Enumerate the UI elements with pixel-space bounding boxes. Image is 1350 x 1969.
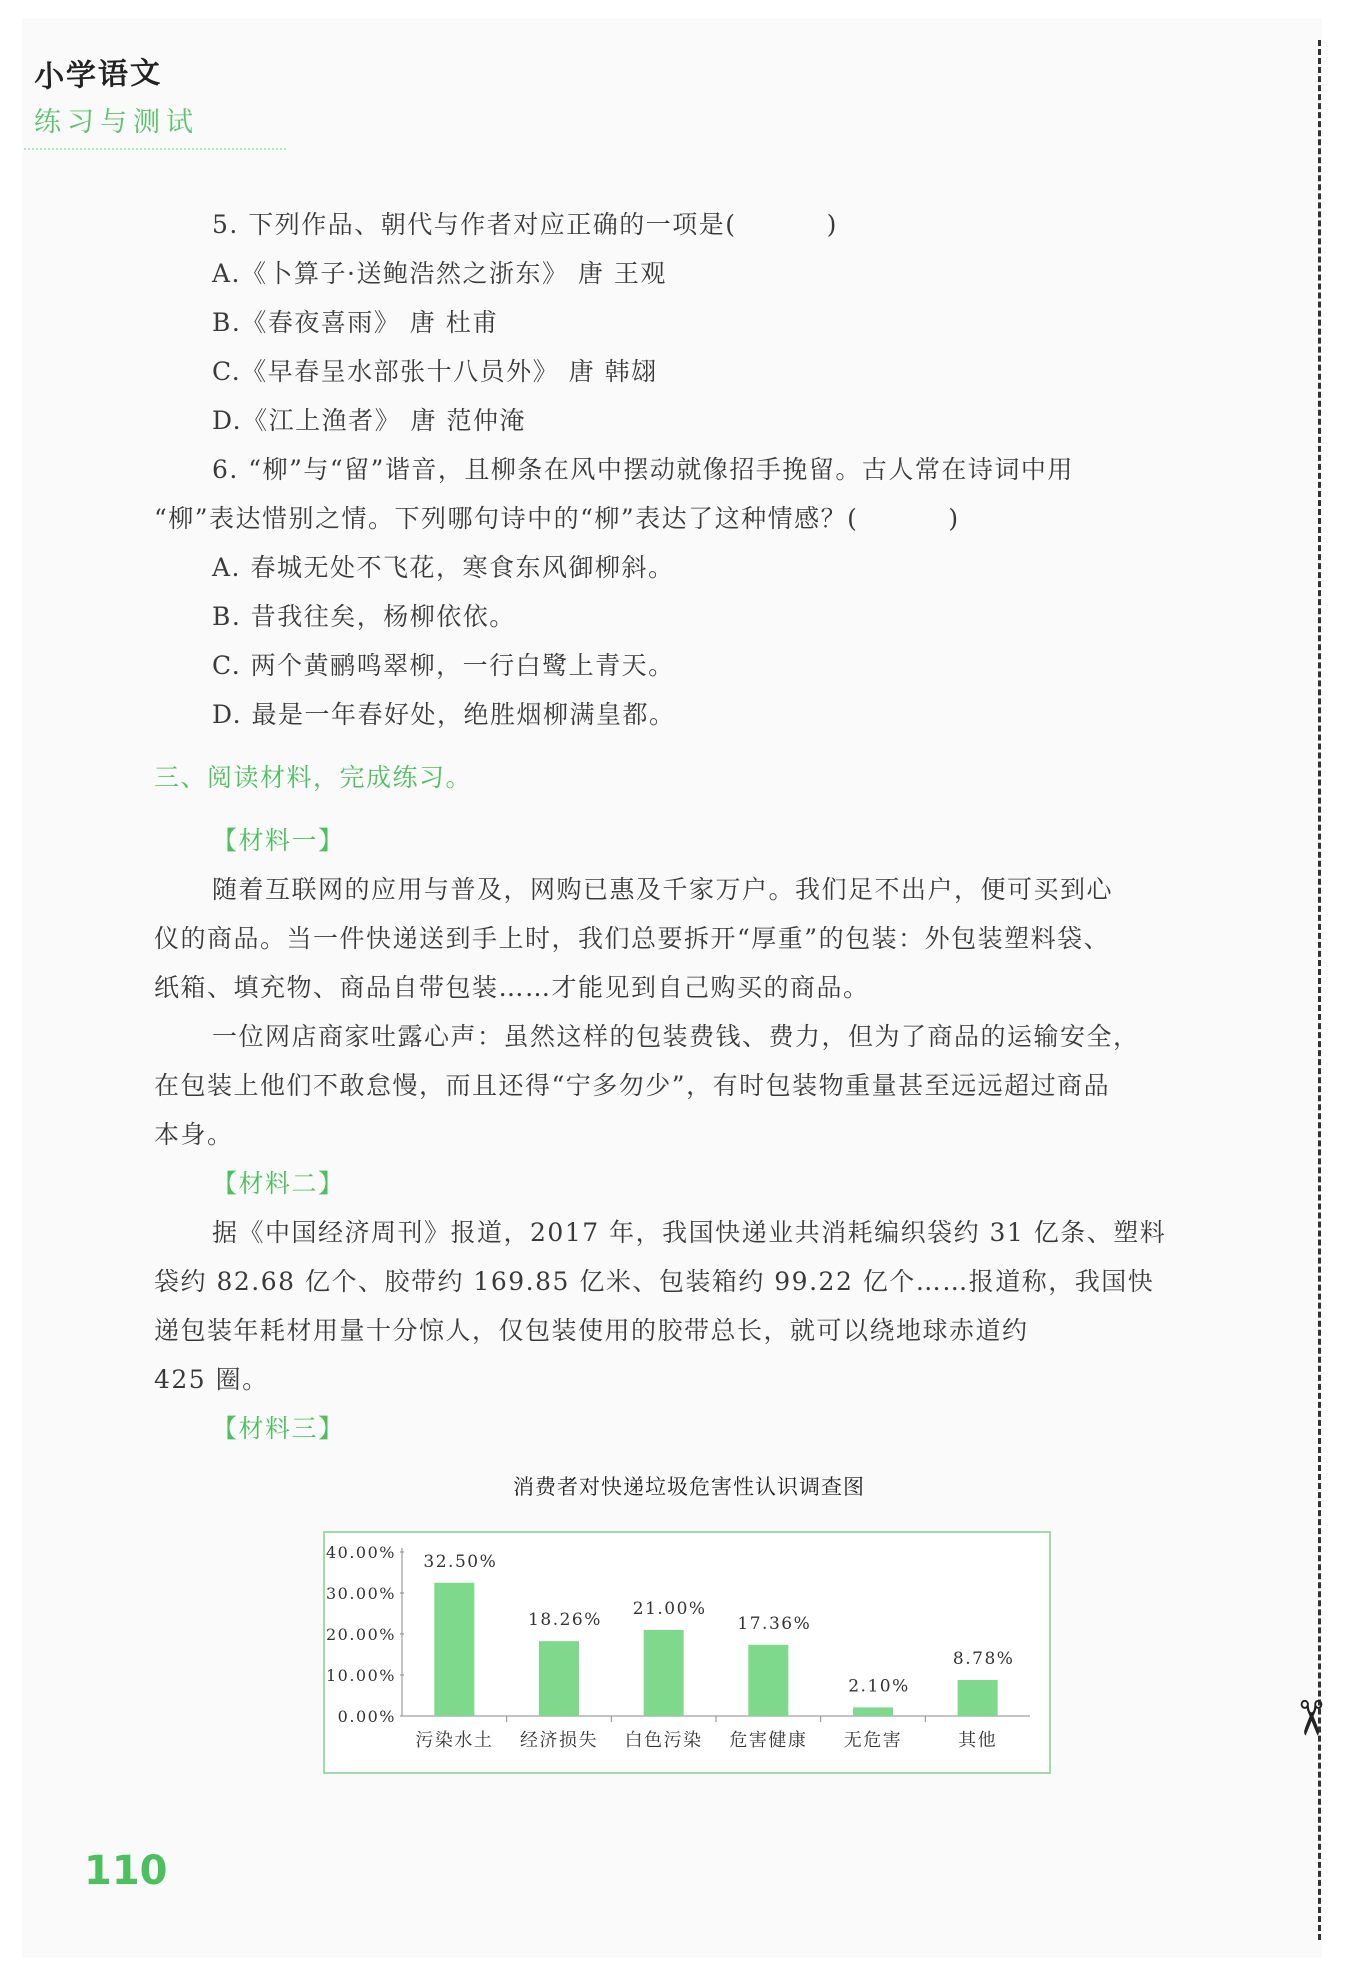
section-heading: 三、阅读材料，完成练习。: [154, 763, 473, 792]
question-5-option-c: C.《早春呈水部张十八员外》 唐 韩翃: [212, 357, 658, 386]
material-1-line: 随着互联网的应用与普及，网购已惠及千家万户。我们足不出户，便可买到心: [212, 875, 1114, 904]
question-5-option-b: B.《春夜喜雨》 唐 杜甫: [212, 308, 499, 337]
question-6-option-d: D. 最是一年春好处，绝胜烟柳满皇都。: [212, 700, 676, 729]
scissors-icon: ✂: [1282, 1697, 1339, 1739]
y-tick-label: 30.00%: [325, 1584, 396, 1603]
header-divider: [24, 148, 286, 150]
bar-chart: [322, 1530, 1052, 1775]
material-1-line: 一位网店商家吐露心声：虽然这样的包装费钱、费力，但为了商品的运输安全，: [212, 1022, 1140, 1051]
bar-value-label: 32.50%: [423, 1551, 498, 1572]
question-6-option-c: C. 两个黄鹂鸣翠柳，一行白鹭上青天。: [212, 651, 675, 680]
main-content: [154, 200, 1224, 1782]
x-tick-label: 无危害: [843, 1730, 903, 1751]
question-6-stem-line2: “柳”表达惜别之情。下列哪句诗中的“柳”表达了这种情感？( ): [154, 504, 960, 533]
material-2-line: 425 圈。: [154, 1365, 269, 1394]
book-title: 小学语文: [33, 55, 163, 95]
bar-value-label: 18.26%: [528, 1610, 602, 1631]
bar: [748, 1645, 788, 1716]
material-1-label: 【材料一】: [212, 826, 345, 855]
bar-value-label: 17.36%: [737, 1613, 812, 1634]
question-5-stem: 5. 下列作品、朝代与作者对应正确的一项是( ): [212, 210, 838, 239]
bar: [434, 1583, 474, 1716]
question-6-option-b: B. 昔我往矣，杨柳依依。: [212, 602, 516, 631]
material-2-line: 递包装年耗材用量十分惊人，仅包装使用的胶带总长，就可以绕地球赤道约: [154, 1316, 1029, 1345]
material-3-label: 【材料三】: [212, 1414, 345, 1443]
chart-title: 消费者对快递垃圾危害性认识调查图: [513, 1475, 865, 1499]
material-1-line: 在包装上他们不敢怠慢，而且还得“宁多勿少”，有时包装物重量甚至远远超过商品: [154, 1071, 1111, 1100]
y-tick-label: 20.00%: [325, 1625, 396, 1644]
question-6-option-a: A. 春城无处不飞花，寒食东风御柳斜。: [212, 553, 675, 582]
material-1-line: 仪的商品。当一件快递送到手上时，我们总要拆开“厚重”的包装：外包装塑料袋、: [154, 924, 1111, 953]
y-tick-label: 0.00%: [337, 1707, 396, 1726]
material-1-line: 纸箱、填充物、商品自带包装……才能见到自己购买的商品。: [154, 973, 870, 1002]
bar: [958, 1680, 998, 1716]
chart-container: [154, 1530, 1224, 1782]
cut-line: [1318, 40, 1321, 1940]
y-tick-label: 40.00%: [325, 1543, 396, 1562]
x-tick-label: 危害健康: [729, 1730, 808, 1751]
bar: [644, 1630, 684, 1716]
material-2-line: 袋约 82.68 亿个、胶带约 169.85 亿米、包装箱约 99.22 亿个……报道称，我国快: [154, 1267, 1155, 1296]
material-2-label: 【材料二】: [212, 1169, 345, 1198]
bar-value-label: 8.78%: [952, 1649, 1015, 1670]
bar: [539, 1641, 579, 1716]
bar-value-label: 2.10%: [848, 1676, 910, 1697]
question-5-option-d: D.《江上渔者》 唐 范仲淹: [212, 406, 526, 435]
material-1-line: 本身。: [154, 1120, 234, 1149]
book-header: [34, 52, 199, 139]
x-tick-label: 经济损失: [520, 1730, 598, 1751]
page-number: 110: [84, 1848, 168, 1894]
book-subtitle: 练习与测试: [34, 107, 199, 138]
x-tick-label: 其他: [958, 1730, 998, 1751]
question-5-option-a: A.《卜算子·送鲍浩然之浙东》 唐 王观: [212, 259, 667, 288]
material-2-line: 据《中国经济周刊》报道，2017 年，我国快递业共消耗编织袋约 31 亿条、塑料: [212, 1218, 1167, 1247]
question-6-stem-line1: 6. “柳”与“留”谐音，且柳条在风中摆动就像招手挽留。古人常在诗词中用: [212, 455, 1074, 484]
bar: [853, 1707, 893, 1716]
x-tick-label: 白色污染: [624, 1730, 703, 1751]
y-tick-label: 10.00%: [325, 1666, 396, 1685]
bar-value-label: 21.00%: [632, 1598, 707, 1619]
x-tick-label: 污染水土: [415, 1730, 494, 1751]
